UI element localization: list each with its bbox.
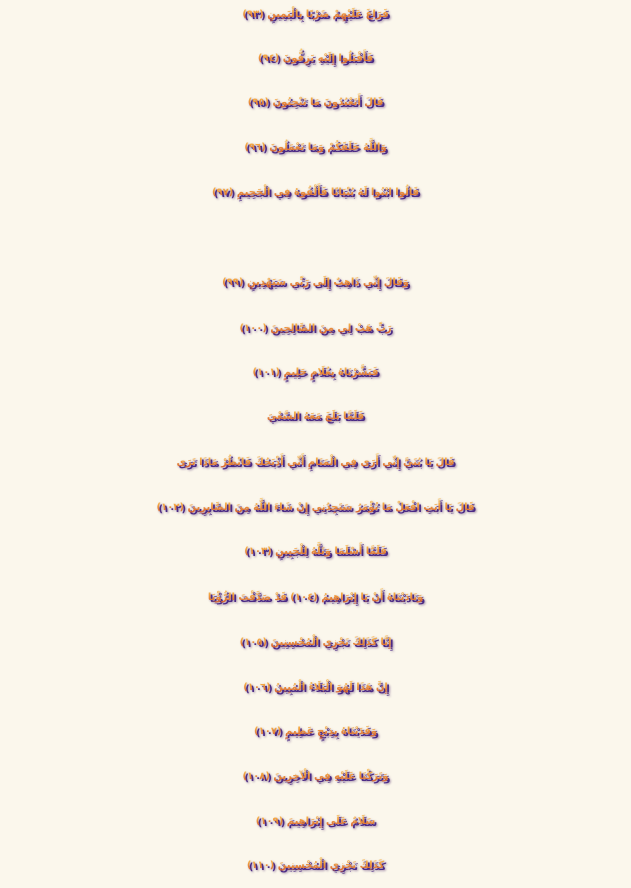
verse-93: فَرَاغَ عَلَيْهِمْ ضَرْبًا بِالْيَمِينِ (٩٣): [0, 0, 631, 30]
verse-102-part2: قَالَ يَا بُنَيَّ إِنِّي أَرَى فِي الْمَنَامِ أَنِّي أَذْبَحُكَ فَانْظُرْ مَاذَا تَرَى: [0, 448, 631, 478]
verse-108: وَتَرَكْنَا عَلَيْهِ فِي الْآخِرِينَ (١٠٨): [0, 762, 631, 792]
verse-101: فَبَشَّرْنَاهُ بِغُلَامٍ حَلِيمٍ (١٠١): [0, 358, 631, 388]
verse-102-part1: فَلَمَّا بَلَغَ مَعَهُ السَّعْيَ: [0, 402, 631, 432]
verse-106: إِنَّ هَذَا لَهُوَ الْبَلَاءُ الْمُبِينُ (١٠٦): [0, 673, 631, 703]
verse-109: سَلَامٌ عَلَى إِبْرَاهِيمَ (١٠٩): [0, 807, 631, 837]
verse-104: وَنَادَيْنَاهُ أَنْ يَا إِبْرَاهِيمُ (١٠٤) قَدْ صَدَّقْتَ الرُّؤْيَا: [0, 583, 631, 613]
verse-103: فَلَمَّا أَسْلَمَا وَتَلَّهُ لِلْجَبِينِ (١٠٣): [0, 537, 631, 567]
verse-97: قَالُوا ابْنُوا لَهُ بُنْيَانًا فَأَلْقُوهُ فِي الْجَحِيمِ (٩٧): [0, 178, 631, 208]
verse-107: وَفَدَيْنَاهُ بِذِبْحٍ عَظِيمٍ (١٠٧): [0, 717, 631, 747]
verse-110: كَذَلِكَ نَجْزِي الْمُحْسِنِينَ (١١٠): [0, 851, 631, 881]
verse-105: إِنَّا كَذَلِكَ نَجْزِي الْمُحْسِنِينَ (١٠٥): [0, 628, 631, 658]
verse-99: وَقَالَ إِنِّي ذَاهِبٌ إِلَى رَبِّي سَيَهْدِينِ (٩٩): [0, 268, 631, 298]
verse-100: رَبِّ هَبْ لِي مِنَ الصَّالِحِينَ (١٠٠): [0, 314, 631, 344]
verse-96: وَاللَّهُ خَلَقَكُمْ وَمَا تَعْمَلُونَ (٩٦): [0, 133, 631, 163]
verse-94: فَأَقْبَلُوا إِلَيْهِ يَزِفُّونَ (٩٤): [0, 44, 631, 74]
verse-95: قَالَ أَتَعْبُدُونَ مَا تَنْحِتُونَ (٩٥): [0, 88, 631, 118]
verse-102-part3: قَالَ يَا أَبَتِ افْعَلْ مَا تُؤْمَرُ سَتَجِدُنِي إِنْ شَاءَ اللَّهُ مِنَ الصَّابِرِينَ (١٠٢): [0, 493, 631, 523]
